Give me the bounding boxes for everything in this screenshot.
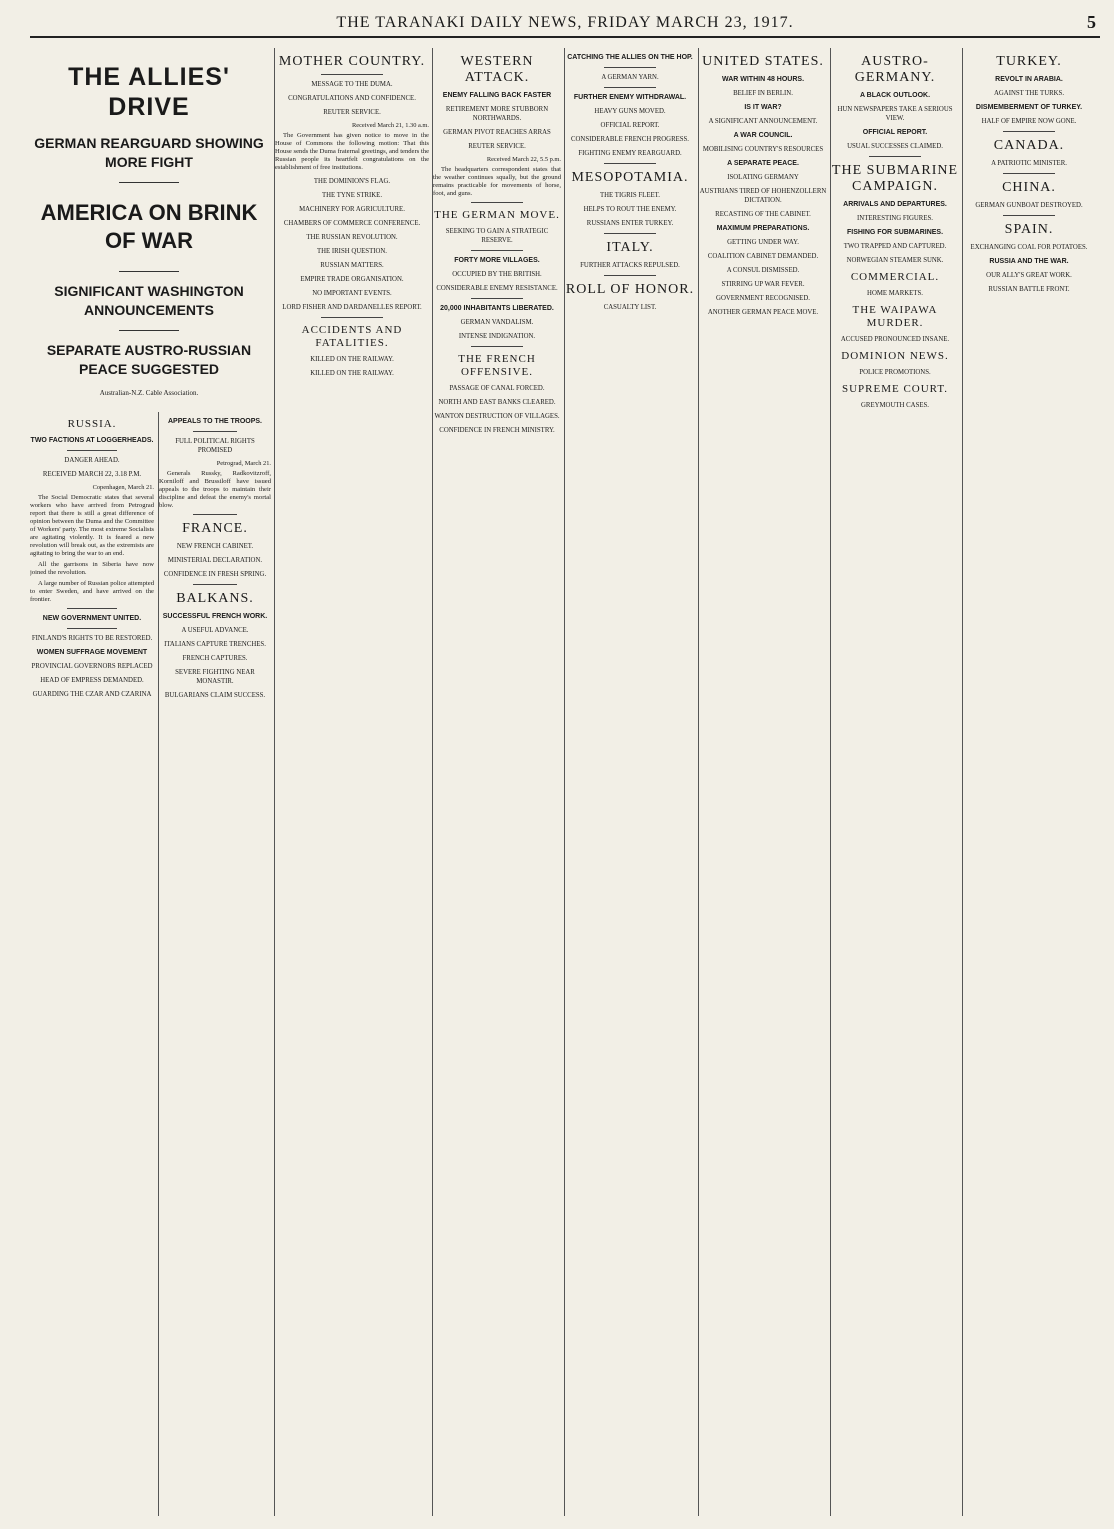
subhead: HELPS TO ROUT THE ENEMY. [583,206,677,213]
lead-subhead-1: GERMAN REARGUARD SHOWING MORE FIGHT [34,135,264,170]
section-head: THE FRENCH OFFENSIVE. [458,353,536,378]
subhead: WANTON DESTRUCTION OF VILLAGES. [434,413,560,420]
dateline: Copenhagen, March 21. [92,484,154,491]
subhead: GREYMOUTH CASES. [861,402,929,409]
subhead: GERMAN VANDALISM. [460,319,534,326]
subhead: MINISTERIAL DECLARATION. [167,557,263,564]
subhead: RETIREMENT MORE STUBBORN NORTHWARDS. [445,106,549,122]
lead-subhead-3: SEPARATE AUSTRO-RUSSIAN PEACE SUGGESTED [46,342,252,377]
subhead: CHAMBERS OF COMMERCE CONFERENCE. [283,220,421,227]
lead-story [30,48,268,408]
subhead: POLICE PROMOTIONS. [859,369,931,376]
section-head: ITALY. [606,240,654,255]
subhead: NEW FRENCH CABINET. [176,543,254,550]
subhead: FURTHER ATTACKS REPULSED. [580,262,680,269]
subhead: LORD FISHER AND DARDANELLES REPORT. [282,304,422,311]
subhead: NORTH AND EAST BANKS CLEARED. [438,399,556,406]
section-head: RUSSIA. [67,418,117,430]
subhead: FURTHER ENEMY WITHDRAWAL. [573,94,687,101]
lead-subhead-2: SIGNIFICANT WASHINGTON ANNOUNCEMENTS [54,283,244,318]
subhead: NO IMPORTANT EVENTS. [312,290,392,297]
subhead: A USEFUL ADVANCE. [181,627,249,634]
subhead: A SEPARATE PEACE. [727,160,799,167]
subhead: KILLED ON THE RAILWAY. [310,356,394,363]
section-head: ACCIDENTS AND FATALITIES. [301,324,403,349]
subhead: FIGHTING ENEMY REARGUARD. [578,150,682,157]
subhead: FULL POLITICAL RIGHTS PROMISED [175,438,255,454]
section-head: CHINA. [1002,180,1056,195]
paragraph: All the garrisons in Siberia have now joined the revolution. [30,561,154,576]
subhead: BELIEF IN BERLIN. [733,90,793,97]
subhead: OUR ALLY'S GREAT WORK. [986,272,1072,279]
subhead: CONSIDERABLE FRENCH PROGRESS. [570,136,690,143]
subhead: ANOTHER GERMAN PEACE MOVE. [707,309,819,316]
subhead: INTERESTING FIGURES. [857,215,933,222]
column-8 [962,48,1095,1516]
section-head: SUPREME COURT. [841,383,949,395]
subhead: FORTY MORE VILLAGES. [454,257,540,264]
subhead: CONFIDENCE IN FRENCH MINISTRY. [439,427,555,434]
section-head: THE GERMAN MOVE. [434,209,560,221]
subhead: RUSSIANS ENTER TURKEY. [586,220,674,227]
subhead: IS IT WAR? [744,104,782,111]
subhead: ACCUSED PRONOUNCED INSANE. [840,336,950,343]
section-head: TURKEY. [996,54,1062,69]
subhead: RECASTING OF THE CABINET. [715,211,811,218]
column-2 [158,412,271,1516]
subhead: USUAL SUCCESSES CLAIMED. [847,143,943,150]
subhead: CATCHING THE ALLIES ON THE HOP. [567,54,693,61]
section-head: WESTERN ATTACK. [460,54,534,85]
section-head: BALKANS. [176,591,254,606]
section-head: DOMINION NEWS. [841,350,949,362]
subhead: OCCUPIED BY THE BRITISH. [452,271,542,278]
subhead: MOBILISING COUNTRY'S RESOURCES [702,146,824,153]
subhead: AGAINST THE TURKS. [993,90,1065,97]
lead-credit: Australian-N.Z. Cable Association. [99,389,199,397]
subhead: CONGRATULATIONS AND CONFIDENCE. [288,95,416,102]
subhead: RUSSIAN MATTERS. [320,262,384,269]
column-7 [830,48,959,1516]
subhead: CONFIDENCE IN FRESH SPRING. [163,571,267,578]
subhead: HALF OF EMPIRE NOW GONE. [981,118,1077,125]
subhead: SEVERE FIGHTING NEAR MONASTIR. [175,669,255,685]
subhead: INTENSE INDIGNATION. [458,333,536,340]
subhead: TWO FACTIONS AT LOGGERHEADS. [30,437,154,444]
subhead: ISOLATING GERMANY [727,174,799,181]
subhead: SEEKING TO GAIN A STRATEGIC RESERVE. [445,228,549,244]
column-6 [698,48,827,1516]
section-head: AUSTRO-GERMANY. [854,54,936,85]
subhead: PASSAGE OF CANAL FORCED. [449,385,545,392]
subhead: STIRRING UP WAR FEVER. [721,281,805,288]
paragraph: The Social Democratic states that several workers who have arrived from Petrograd report that there is still a great difference of opinion between the Duma and the Committee of Workers' party. The most extreme Socialists are agitating violently. It is feared a new revolution will break out, as the extremists are agitating to bring the war to an end. [30,494,154,557]
subhead: ARRIVALS AND DEPARTURES. [843,201,947,208]
subhead: MACHINERY FOR AGRICULTURE. [299,206,405,213]
column-3 [274,48,429,1516]
column-5 [564,48,695,1516]
subhead: AUSTRIANS TIRED OF HOHENZOLLERN DICTATION. [699,188,827,204]
section-head: FRANCE. [182,521,248,536]
subhead: REVOLT IN ARABIA. [995,76,1063,83]
section-head: SPAIN. [1004,222,1054,237]
subhead: CONSIDERABLE ENEMY RESISTANCE. [436,285,558,292]
section-head: MOTHER COUNTRY. [278,54,426,69]
subhead: THE RUSSIAN REVOLUTION. [306,234,398,241]
subhead: FRENCH CAPTURES. [182,655,248,662]
subhead: OFFICIAL REPORT. [600,122,660,129]
subhead: A SIGNIFICANT ANNOUNCEMENT. [708,118,818,125]
subhead: HOME MARKETS. [867,290,923,297]
subhead: RUSSIA AND THE WAR. [989,258,1069,265]
subhead: DANGER AHEAD. [64,457,120,464]
subhead: ENEMY FALLING BACK FASTER [442,92,552,99]
subhead: A CONSUL DISMISSED. [726,267,800,274]
subhead: GUARDING THE CZAR AND CZARINA [32,691,152,698]
subhead: FINLAND'S RIGHTS TO BE RESTORED. [31,635,153,642]
subhead: COALITION CABINET DEMANDED. [707,253,819,260]
subhead: THE TIGRIS FLEET. [600,192,660,199]
dateline: REUTER SERVICE. [323,109,381,116]
subhead: GERMAN PIVOT REACHES ARRAS [443,129,551,136]
column-4 [432,48,561,1516]
subhead: EMPIRE TRADE ORGANISATION. [300,276,404,283]
dateline: Received March 21, 1.30 a.m. [351,122,429,129]
subhead: HEAVY GUNS MOVED. [594,108,666,115]
section-head: CANADA. [993,138,1065,153]
subhead: TWO TRAPPED AND CAPTURED. [843,243,947,250]
subhead: GOVERNMENT RECOGNISED. [716,295,810,302]
dateline: Received March 22, 5.5 p.m. [486,156,561,163]
paragraph: The Government has given notice to move in the House of Commons the following motion: That this House sends the Duma fraternal greetings, and tenders the Russian people its heartfelt congratulations on the establishment of free institutions. [275,132,429,171]
masthead [30,14,1100,38]
subhead: HUN NEWSPAPERS TAKE A SERIOUS VIEW. [837,106,953,122]
subhead: HEAD OF EMPRESS DEMANDED. [40,677,144,684]
dateline: RECEIVED MARCH 22, 3.18 P.M. [42,471,142,478]
subhead: FISHING FOR SUBMARINES. [846,229,944,236]
section-head: COMMERCIAL. [850,271,940,283]
paragraph: Generals Russky, Radkovitzroff, Korniloff and Brussiloff have issued appeals to the troops to maintain their discipline and defeat the enemy's mortal blow. [159,470,271,509]
subhead: SUCCESSFUL FRENCH WORK. [162,613,268,620]
subhead: EXCHANGING COAL FOR POTATOES. [970,244,1088,251]
paragraph: The headquarters correspondent states that the weather continues squally, but the ground remains practicable for movements of horse, foot, and guns. [433,166,561,197]
subhead: MESSAGE TO THE DUMA. [311,81,393,88]
subhead: GETTING UNDER WAY. [727,239,799,246]
section-head: UNITED STATES. [702,54,824,69]
subhead: APPEALS TO THE TROOPS. [168,418,262,425]
dateline: REUTER SERVICE. [468,143,526,150]
lead-headline-2: AMERICA ON BRINK OF WAR [40,200,258,253]
subhead: PROVINCIAL GOVERNORS REPLACED [31,663,153,670]
subhead: WOMEN SUFFRAGE MOVEMENT [36,649,148,656]
masthead-title: THE TARANAKI DAILY NEWS, FRIDAY MARCH 23, 1917. [336,14,794,31]
subhead: CASUALTY LIST. [603,304,657,311]
page-number: 5 [1087,12,1096,32]
section-head: THE SUBMARINE CAMPAIGN. [831,163,959,194]
subhead: KILLED ON THE RAILWAY. [310,370,394,377]
subhead: WAR WITHIN 48 HOURS. [721,76,805,83]
subhead: ITALIANS CAPTURE TRENCHES. [164,641,266,648]
subhead: 20,000 INHABITANTS LIBERATED. [440,305,554,312]
subhead: NEW GOVERNMENT UNITED. [42,615,142,622]
subhead: A GERMAN YARN. [601,74,659,81]
subhead: THE IRISH QUESTION. [316,248,388,255]
subhead: A WAR COUNCIL. [733,132,793,139]
subhead: DISMEMBERMENT OF TURKEY. [975,104,1083,111]
subhead: MAXIMUM PREPARATIONS. [716,225,810,232]
subhead: A PATRIOTIC MINISTER. [991,160,1067,167]
subhead: THE DOMINION'S FLAG. [313,178,391,185]
paragraph: A large number of Russian police attempted to enter Sweden, and have arrived on the frontier. [30,580,154,603]
subhead: A BLACK OUTLOOK. [859,92,931,99]
section-head: MESOPOTAMIA. [571,170,689,185]
subhead: THE TYNE STRIKE. [321,192,383,199]
subhead: NORWEGIAN STEAMER SUNK. [846,257,944,264]
subhead: OFFICIAL REPORT. [862,129,928,136]
lead-headline: THE ALLIES' DRIVE [68,63,230,121]
subhead: GERMAN GUNBOAT DESTROYED. [975,202,1083,209]
column-1 [30,412,154,1516]
subhead: RUSSIAN BATTLE FRONT. [988,286,1070,293]
section-head: THE WAIPAWA MURDER. [852,304,938,329]
subhead: BULGARIANS CLAIM SUCCESS. [164,692,266,699]
section-head: ROLL OF HONOR. [565,282,695,297]
dateline: Petrograd, March 21. [216,460,271,467]
